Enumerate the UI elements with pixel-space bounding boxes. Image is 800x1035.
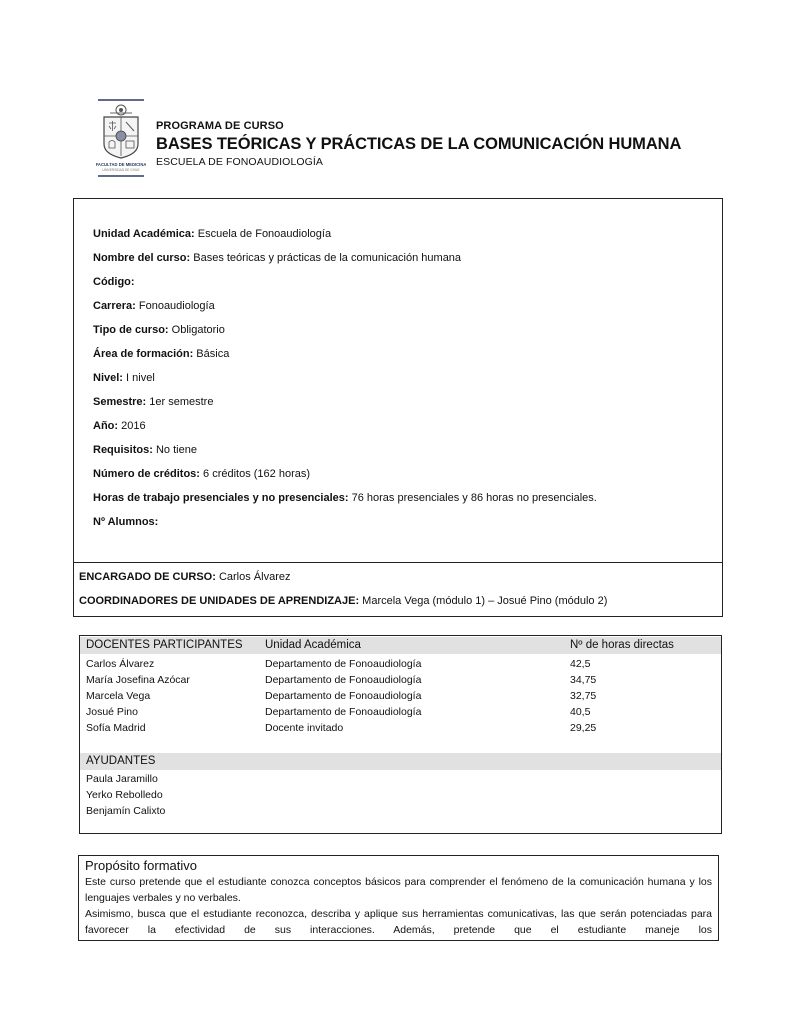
column-header-horas: Nº de horas directas bbox=[570, 639, 674, 651]
field-label: Número de créditos: bbox=[93, 468, 200, 480]
encargado-value: Carlos Álvarez bbox=[215, 571, 291, 583]
field-label: Nº Alumnos: bbox=[93, 516, 159, 528]
field-value: Obligatorio bbox=[168, 324, 225, 336]
course-info-list bbox=[93, 222, 597, 534]
field-label: Tipo de curso: bbox=[93, 324, 169, 336]
encargado-de-curso bbox=[79, 565, 607, 589]
teacher-name: Marcela Vega bbox=[86, 690, 151, 702]
field-area-formacion bbox=[93, 342, 597, 366]
field-label: Carrera: bbox=[93, 300, 136, 312]
purpose-section bbox=[78, 855, 719, 941]
field-value: 2016 bbox=[118, 420, 146, 432]
program-label: PROGRAMA DE CURSO bbox=[156, 120, 284, 132]
field-anio bbox=[93, 414, 597, 438]
field-value: I nivel bbox=[122, 372, 155, 384]
field-label: Semestre: bbox=[93, 396, 147, 408]
teacher-hours: 42,5 bbox=[570, 658, 591, 670]
field-value: 1er semestre bbox=[146, 396, 214, 408]
teacher-name: Josué Pino bbox=[86, 706, 138, 718]
teacher-name: María Josefina Azócar bbox=[86, 674, 190, 686]
field-nivel bbox=[93, 366, 597, 390]
field-label: Horas de trabajo presenciales y no presenciales: bbox=[93, 492, 349, 504]
course-staff-section bbox=[79, 565, 607, 613]
teachers-table bbox=[79, 635, 722, 834]
coordinadores-value: Marcela Vega (módulo 1) – Josué Pino (módulo 2) bbox=[359, 595, 608, 607]
teacher-hours: 34,75 bbox=[570, 674, 597, 686]
school-label: ESCUELA DE FONOAUDIOLOGÍA bbox=[156, 156, 324, 168]
teacher-name: Carlos Álvarez bbox=[86, 658, 155, 670]
coordinadores-label: COORDINADORES DE UNIDADES DE APRENDIZAJE: bbox=[79, 595, 360, 607]
field-creditos bbox=[93, 462, 597, 486]
teacher-unit: Departamento de Fonoaudiología bbox=[265, 658, 422, 670]
column-header-unidad: Unidad Académica bbox=[265, 639, 361, 651]
field-label: Nombre del curso: bbox=[93, 252, 191, 264]
field-nombre-curso bbox=[93, 246, 597, 270]
teacher-hours: 29,25 bbox=[570, 722, 597, 734]
field-tipo-curso bbox=[93, 318, 597, 342]
course-info-fields-section bbox=[74, 199, 722, 563]
field-value: Básica bbox=[193, 348, 230, 360]
table-row bbox=[80, 672, 721, 688]
table-row bbox=[80, 688, 721, 704]
field-label: Área de formación: bbox=[93, 348, 194, 360]
field-label: Requisitos: bbox=[93, 444, 153, 456]
field-unidad-academica bbox=[93, 222, 597, 246]
table-row bbox=[80, 704, 721, 720]
assistant-name: Paula Jaramillo bbox=[86, 773, 158, 785]
field-value: Bases teóricas y prácticas de la comunicación humana bbox=[190, 252, 462, 264]
field-value: 76 horas presenciales y 86 horas no presenciales. bbox=[348, 492, 597, 504]
purpose-paragraph: Asimismo, busca que el estudiante reconozca, describa y aplique sus herramientas comunicativas, las que serán potenciadas para favorecer la efectividad de sus interacciones. Además, pretende que el estudiante maneje los bbox=[85, 908, 712, 936]
field-carrera bbox=[93, 294, 597, 318]
field-requisitos bbox=[93, 438, 597, 462]
teacher-unit: Departamento de Fonoaudiología bbox=[265, 674, 422, 686]
column-header-docentes: DOCENTES PARTICIPANTES bbox=[86, 639, 243, 651]
logo-caption-university: UNIVERSIDAD DE CHILE bbox=[102, 168, 140, 172]
field-value: Escuela de Fonoaudiología bbox=[194, 228, 332, 240]
teacher-unit: Departamento de Fonoaudiología bbox=[265, 690, 422, 702]
field-value: Fonoaudiología bbox=[135, 300, 215, 312]
document-header bbox=[156, 119, 681, 169]
purpose-paragraph: Este curso pretende que el estudiante conozca conceptos básicos para comprender el fenómeno de la comunicación humana y los lenguajes verbales y no verbales. bbox=[85, 876, 712, 904]
teacher-hours: 40,5 bbox=[570, 706, 591, 718]
encargado-label: ENCARGADO DE CURSO: bbox=[79, 571, 216, 583]
coordinadores bbox=[79, 589, 607, 613]
field-semestre bbox=[93, 390, 597, 414]
field-value: No tiene bbox=[152, 444, 197, 456]
purpose-title: Propósito formativo bbox=[85, 858, 197, 873]
teacher-name: Sofía Madrid bbox=[86, 722, 146, 734]
field-label: Unidad Académica: bbox=[93, 228, 195, 240]
logo-caption-faculty: FACULTAD DE MEDICINA bbox=[96, 162, 146, 167]
university-crest-icon bbox=[96, 98, 146, 178]
teachers-table-header bbox=[80, 637, 721, 654]
teacher-unit: Docente invitado bbox=[265, 722, 344, 734]
field-value: 6 créditos (162 horas) bbox=[199, 468, 311, 480]
assistant-name: Yerko Rebolledo bbox=[86, 789, 163, 801]
field-label: Código: bbox=[93, 276, 135, 288]
assistant-name: Benjamín Calixto bbox=[86, 805, 166, 817]
field-horas-trabajo bbox=[93, 486, 597, 510]
university-crest-logo bbox=[96, 98, 146, 178]
field-num-alumnos bbox=[93, 510, 597, 534]
table-row bbox=[80, 656, 721, 672]
table-row bbox=[80, 720, 721, 736]
assistants-header bbox=[80, 753, 721, 770]
field-label: Año: bbox=[93, 420, 119, 432]
field-label: Nivel: bbox=[93, 372, 123, 384]
assistants-header-label: AYUDANTES bbox=[86, 755, 156, 767]
course-info-box bbox=[73, 198, 723, 617]
teacher-unit: Departamento de Fonoaudiología bbox=[265, 706, 422, 718]
teacher-hours: 32,75 bbox=[570, 690, 597, 702]
course-title: BASES TEÓRICAS Y PRÁCTICAS DE LA COMUNICACIÓN HUMANA bbox=[156, 135, 682, 153]
field-codigo bbox=[93, 270, 597, 294]
